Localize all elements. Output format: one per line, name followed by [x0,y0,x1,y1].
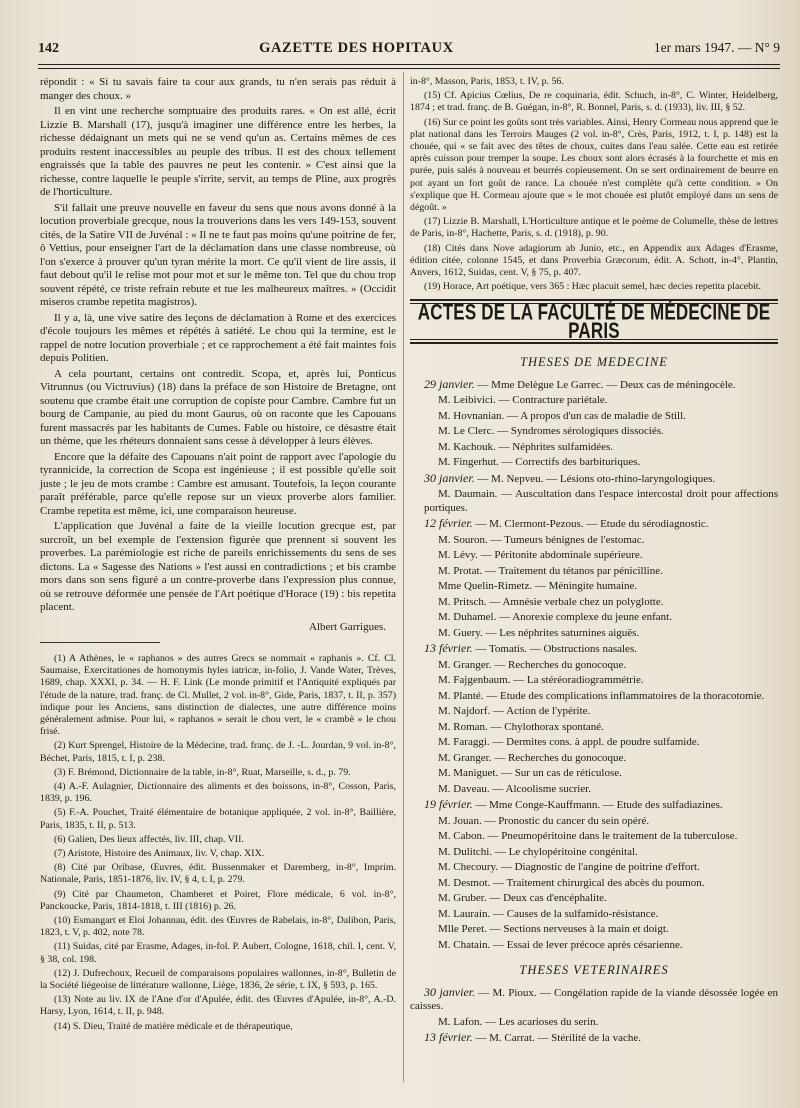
section-title-veterinaires: THESES VETERINAIRES [519,963,669,978]
paragraph: Il y a, là, une vive satire des leçons de déclamation à Rome et des exercices d'école toujours les mêmes et répétés à satiété. Le chou qui la termine, est le rappel de notre locution proverbiale ; et ce rapprochement a été fait maintes fois depuis Politien. [40,311,396,364]
left-column [40,76,396,1035]
footnote: (8) Cité par Oribase, Œuvres, édit. Bussenmaker et Daremberg, in-8°, Imprim. Nationale, Paris, 1851-1876, liv. IV, § 4, t. I, p. 279. [40,862,396,886]
footnote: in-8°, Masson, Paris, 1853, t. IV, p. 56. [410,76,564,87]
thesis-entry: M. Najdorf. — Action de l'ypérite. [438,705,591,718]
thesis-entry: M. Maniguet. — Sur un cas de réticulose. [438,767,622,780]
thesis-date: 19 février. [424,797,473,812]
thesis-entry: M. Kachouk. — Néphrites sulfamidées. [438,440,614,453]
thesis-entry: — Mme Delègue Le Garrec. — Deux cas de méningocèle. [474,378,736,391]
thesis-entry: M. Faraggi. — Dermites cons. à appl. de poudre sulfamide. [438,736,700,749]
footnote: (11) Suidas, cité par Erasme, Adages, in-fol. P. Aubert, Cologne, 1618, chil. I, cent. V, § 38, col. 198. [40,941,396,965]
thesis-date-entry [410,472,778,487]
thesis-entry: M. Fajgenbaum. — La stéréoradiogrammétrie. [438,674,644,687]
thesis-entry: M. Duhamel. — Anorexie complexe du jeune enfant. [438,611,672,624]
footnote: (6) Galien, Des lieux affectés, liv. III, chap. VII. [54,833,244,845]
thesis-entry: M. Chatain. — Essai de lever précoce après césarienne. [438,938,683,951]
thesis-date-entry [410,798,778,813]
actes-banner [410,299,778,344]
paragraph: Encore que la défaite des Capouans n'ait point de rapport avec l'apologie du tyrannicide, la correction de Scopa est ingénieuse ; il est possible qu'elle soit juste ; le jeu de mots crambe : Cambre est amusant. Toutefois, la leçon courante paraît préférable, parce qu'elle repose sur un vieux proverbe alors familier. Crambe repetita est même, ici, une comparaison heureuse. [40,450,396,517]
thesis-entry: M. Roman. — Chylothorax spontané. [438,720,604,733]
thesis-entry: — M. Carrat. — Stérilité de la vache. [472,1032,641,1045]
thesis-date-entry [410,986,778,1014]
thesis-date-entry [410,517,778,532]
thesis-entry: M. Daumain. — Auscultation dans l'espace intercostal droit pour affections portiques. [424,488,778,514]
thesis-date: 30 janvier. [424,470,475,485]
thesis-entry: — M. Nepveu. — Lésions oto-rhino-laryngologiques. [474,472,716,485]
paragraph: répondit : « Si tu savais faire ta cour aux grands, tu n'en serais pas réduit à manger des choux. » [40,76,396,102]
footnote: (19) Horace, Art poétique, vers 365 : Hæc placuit semel, hæc decies repetita placebit. [424,281,762,293]
footnote: (9) Cité par Chaumeton, Chamberet et Poiret, Flore médicale, 6 vol. in-8°, Panckoucke, Paris, 1814-1818, t. III (1816) p. 26. [40,888,396,912]
thesis-entry: M. Gruber. — Deux cas d'encéphalite. [438,892,607,905]
issue-date: 1er mars 1947. — N° 9 [653,40,780,55]
footnote: (10) Esmangart et Eloi Johannau, édit. des Œuvres de Rabelais, in-8°, Dalibon, Paris, 1823, t. V, p. 402, note 78. [40,915,396,939]
paragraph: L'application que Juvénal a faite de la vieille locution grecque est, par surcroît, un bel exemple de l'extension figurée que prennent si souvent les proverbes. La parémiologie est riche de pareils enrichissements du sens de ses dictons. La « Sagesse des Nations » l'est aussi en contradictions ; et bis crambe mors dans son sens figuré a un contre-proverbe dans l'expression plus connue, où se retrouve déformée une pensée de l'Art poétique d'Horace (19) : bis repetita placent. [40,520,396,613]
theses-veterinaires-list [410,986,778,1046]
thesis-entry: M. Hovnanian. — A propos d'un cas de maladie de Still. [438,409,686,422]
thesis-entry: Mme Quelin-Rimetz. — Méningite humaine. [438,580,638,593]
article-body [40,76,396,615]
thesis-entry: M. Checoury. — Diagnostic de l'angine de poitrine d'effort. [438,861,700,874]
thesis-entry: M. Souron. — Tumeurs bénignes de l'estomac. [438,533,645,546]
footnote: (5) F.-A. Pouchet, Traité élémentaire de botanique appliquée, 2 vol. in-8°, Baillière, Paris, 1835, t. II, p. 513. [40,807,396,831]
thesis-entry: M. Daveau. — Alcoolisme sucrier. [438,782,592,795]
thesis-date-entry [410,378,778,393]
footnote: (15) Cf. Apicius Cœlius, De re coquinaria, édit. Schuch, in-8°, C. Winter, Heidelberg, 1874 ; et trad. franç. de B. Guégan, in-8°, R. Bonnel, Paris, s. d. (1933), liv. III, § 52. [410,90,778,114]
thesis-entry: M. Fingerhut. — Correctifs des barbituriques. [438,456,641,469]
thesis-entry: M. Guery. — Les néphrites saturnines aiguës. [438,626,640,639]
thesis-entry: M. Granger. — Recherches du gonocoque. [438,658,627,671]
thesis-entry: M. Desmot. — Traitement chirurgical des abcès du poumon. [438,876,705,889]
thesis-entry: M. Le Clerc. — Syndromes sérologiques dissociés. [438,425,664,438]
footnote: (4) A.-F. Aulagnier, Dictionnaire des aliments et des boissons, in-8°, Cosson, Paris, 1839, p. 196. [40,781,396,805]
footnotes-continued [410,76,778,293]
paragraph: A cela pourtant, certains ont contredit. Scopa, et, après lui, Ponticus Vitrunnus (ou Victruvius) (18) dans la préface de son Histoire de Bretagne, ont soutenu que crambe était une corruption de copiste pour Cambre. Cambre fut un bourg de Campanie, au pied du mont Gaurus, où on raconte que les Capouans furent massacrés par les habitants de Cumes. Fable ou histoire, ce désastre était un thème, que les rhéteurs donnaient sans cesse à développer à leurs élèves. [40,367,396,447]
thesis-date: 13 février. [424,1030,473,1045]
thesis-date: 29 janvier. [424,376,475,391]
thesis-entry: — M. Clermont-Pezous. — Etude du sérodiagnostic. [472,518,709,531]
footnotes [40,653,396,1033]
thesis-entry: M. Dulitchi. — Le chylopéritoine congénital. [438,845,638,858]
section-title-medecine: THESES DE MEDECINE [520,355,668,370]
thesis-entry: M. Jouan. — Pronostic du cancer du sein opéré. [438,814,650,827]
footnote: (18) Cités dans Nove adagiorum ab Junio, etc., en Appendix aux Adages d'Erasme, édition citée, colonne 1545, et dans Proverbia Græcorum, édit. A. Schott, in-4°, Plantin, Anvers, 1612, Suidas, cent. V, § 75, p. 407. [410,242,778,279]
footnote: (7) Aristote, Histoire des Animaux, liv. V, chap. XIX. [54,848,265,860]
footnote-separator [40,642,160,643]
footnote: (16) Sur ce point les goûts sont très variables. Ainsi, Henry Cormeau nous apprend que le plat national dans les Terroirs Mauges (2 vol. in-8°, Crès, Paris, 1912, t. I, p. 148) est la chouée, qui « se fait avec des têtes de choux, cuites dans l'eau salée. Cette eau est retirée après cuisson pour tremper la soupe. Les choux sont alors écrasés à la fourchette et mis en purée, puis salés à nouveau et beurrés copieusement. On se sert ordinairement de beurre en pot ayant un fort goût de rance. La chouée n'est complète qu'à cette condition. » On s'explique que H. Cormeau ajoute que « le mot chouée est plutôt employé dans un sens de dégoût. » [410,116,778,214]
page-header [38,40,780,65]
thesis-entry: M. Pritsch. — Amnésie verbale chez un polyglotte. [438,595,664,608]
footnote: (12) J. Dufrechoux, Recueil de comparaisons populaires wallonnes, in-8°, Bulletin de la Société liégeoise de littérature wallonne, Liège, 1836, 2e série, t. IX, § 593, p. 165. [40,967,396,992]
thesis-entry: M. Leibivici. — Contracture pariétale. [438,394,608,407]
thesis-date-entry [410,642,778,657]
thesis-entry: Mlle Peret. — Sections nerveuses à la main et doigt. [438,923,669,936]
footnote: (3) F. Brémond, Dictionnaire de la table, in-8°, Ruat, Marseille, s. d., p. 79. [54,766,351,778]
thesis-entry: M. Planté. — Etude des complications inflammatoires de la thoracotomie. [438,689,765,702]
column-divider [403,72,404,1082]
footnote: (1) A Athènes, le « raphanos » des autres Grecs se nommait « raphanis ». Cf. Cl. Saumaise, Exercitationes de homonymis hyles iatricæ, in-folio, J. Vande Water, Trèves, 1689, chap. XXXI, p. 34. — H. F. Link (Le monde primitif et l'Antiquité expliqués par l'étude de la nature, trad. franç. de Cl. Mullet, 2 vol. in-8°, Gide, Paris, 1837, t. II, p. 357) indique pour les Anciens, sans distinction de dialectes, une autre différence moins généralement admise. Pour lui, « raphanos » serait le chou vert, le « crambè » le chou frisé. [40,653,396,738]
banner-rule-bottom [410,342,778,344]
thesis-entry: — Tomatis. — Obstructions nasales. [472,643,637,656]
paragraph: S'il fallait une preuve nouvelle en faveur du sens que nous avons donné à la locution proverbiale grecque, nous la trouverions dans les vers 149-153, souvent cités, de la Satire VII de Juvénal : « Il ne te faut pas moins qu'une poitrine de fer, ô Vettius, pour enseigner l'art de la déclamation dans une classe nombreuse, où l'on s'exerce à prouver qu'un tyran mérite la mort. Ce qu'il vient de lire assis, il faut debout qu'il le relise mot pour mot et sur le même ton. Tel que du chou trop souvent répété, ce triste refrain rebute et tue les malheureux maîtres. » (Occidit miseros crambe repetita magistros). [40,201,396,308]
theses-medecine-list [410,378,778,953]
thesis-date-entry [410,1031,778,1046]
thesis-entry: M. Granger. — Recherches du gonocoque. [438,751,627,764]
thesis-entry: M. Cabon. — Pneumopéritoine dans le traitement de la tuberculose. [438,830,738,843]
thesis-entry: M. Lafon. — Les acarioses du serin. [438,1015,599,1028]
actes-title: ACTES DE LA FACULTÉ DE MÉDECINE DE PARIS [417,300,771,343]
thesis-entry: — Mme Conge-Kauffmann. — Etude des sulfadiazines. [472,799,723,812]
thesis-entry: — M. Pioux. — Congélation rapide de la viande désossée logée en caisses. [410,986,778,1013]
author-signature: Albert Garrigues. [309,620,386,633]
journal-title: GAZETTE DES HOPITAUX [259,40,454,56]
footnote: (14) S. Dieu, Traité de matière médicale et de thérapeutique, [54,1020,293,1032]
paragraph: Il en vint une recherche somptuaire des produits rares. « On est allé, écrit Lizzie B. Marshall (17), jusqu'à imaginer une différence entre les herbes, la richesse dédaignant un mets qui ne se vend qu'un as. Certains mêmes de ces produits restent inaccessibles au peuple des tribus. Il est des choux tellement engraissés que la table des pauvres ne peut les contenir. » C'est ainsi que la richesse, contre laquelle le peuple s'irrite, servit, au temps de Pline, aux progrès de l'horticulture. [40,105,396,198]
thesis-entry: M. Protat. — Traitement du tétanos par pénicilline. [438,564,663,577]
page-number: 142 [38,41,59,56]
thesis-entry: M. Laurain. — Causes de la sulfamido-résistance. [438,907,659,920]
footnote: (17) Lizzie B. Marshall, L'Horticulture antique et le poème de Columelle, thèse de lettres de Paris, in-8°, Hachette, Paris, s. d. (1918), p. 90. [410,216,778,240]
thesis-date: 12 février. [424,516,473,531]
right-column [410,76,778,1048]
thesis-date: 13 février. [424,641,473,656]
thesis-date: 30 janvier. [424,984,476,999]
footnote: (2) Kurt Sprengel, Histoire de la Médecine, trad. franç. de J. -L. Jourdan, 9 vol. in-8°, Béchet, Paris, 1815, t. I, p. 238. [40,740,396,764]
header-rule [38,68,780,69]
footnote: (13) Note au liv. IX de l'Ane d'or d'Apulée, édit. des Œuvres d'Apulée, in-8°, A.-D. Harsy, Lyon, 1614, t. II, p. 948. [40,994,396,1018]
thesis-entry: M. Lévy. — Péritonite abdominale supérieure. [438,549,643,562]
